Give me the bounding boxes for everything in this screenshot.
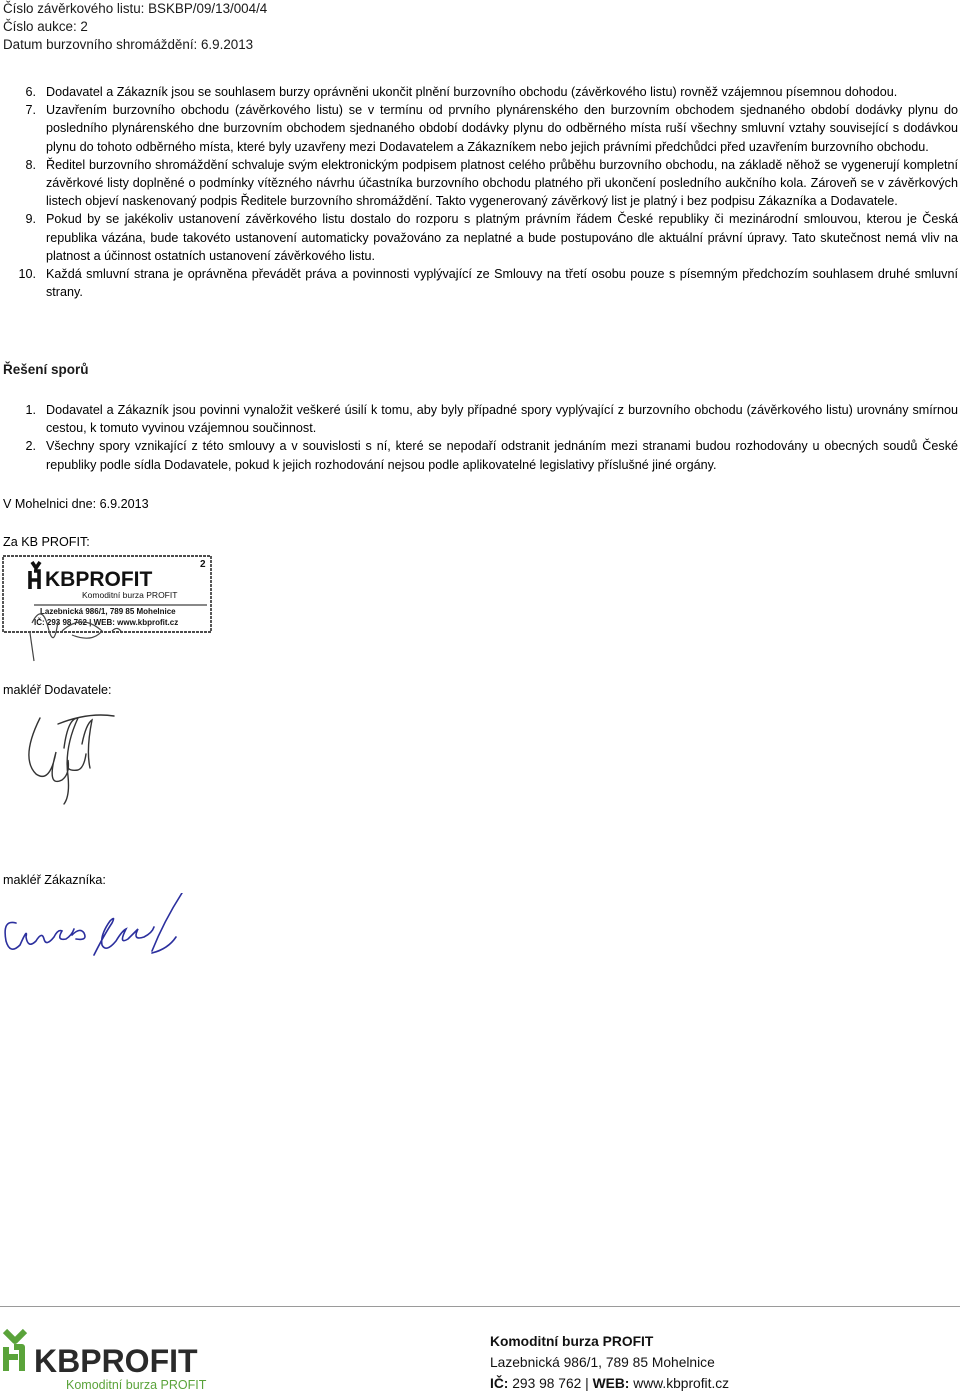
item-number: 6. bbox=[25, 85, 36, 99]
list-item bbox=[0, 437, 958, 473]
list-item bbox=[0, 156, 958, 211]
footer-logo-subtitle: Komoditní burza PROFIT bbox=[66, 1378, 207, 1392]
footer-ic-value: 293 98 762 bbox=[512, 1376, 582, 1391]
footer-separator: | bbox=[585, 1376, 589, 1391]
document-header bbox=[3, 0, 267, 54]
list-item bbox=[0, 210, 958, 265]
item-text: Uzavřením burzovního obchodu (závěrkového listu) se v termínu od prvního plynárenského den burzovním obchodem sjednaného období dodávky plynu do posledního plynárenského dne burzovním obchodem sjednaného období dodávky plynu do odběrného místa ruší všechny smluvní vztahy související s dodávkou plynu do tohoto odběrného místa, které byly uzavřeny mezi Dodavatelem a Zákazníkem nebo jejich právními předchůdci před uzavřením burzovního obchodu. bbox=[46, 103, 958, 154]
header-session-date: Datum burzovního shromáždění: 6.9.2013 bbox=[3, 37, 254, 52]
list-item bbox=[0, 83, 958, 101]
item-number: 9. bbox=[25, 212, 36, 227]
item-number: 7. bbox=[25, 103, 36, 118]
list-item bbox=[0, 265, 958, 301]
kbprofit-logo-mark-icon bbox=[5, 1331, 25, 1371]
item-text: Dodavatel a Zákazník jsou povinni vynaložit veškeré úsilí k tomu, aby byly případné spory vyplývající z burzovního obchodu (závěrkového listu) urovnány smírnou cestou, k tomuto vyvinou vzájemnou součinnost. bbox=[46, 403, 958, 436]
footer-divider bbox=[0, 1306, 960, 1307]
item-number: 1. bbox=[25, 403, 36, 417]
stamp-subtitle: Komoditní burza PROFIT bbox=[82, 590, 178, 600]
footer-logo bbox=[0, 1325, 225, 1393]
item-number: 2. bbox=[25, 439, 36, 454]
item-text: Každá smluvní strana je oprávněna převádět práva a povinnosti vyplývající ze Smlouvy na třetí osobu pouze s písemným předchozím souhlasem druhé smluvní strany. bbox=[46, 267, 958, 300]
item-number: 10. bbox=[18, 267, 36, 282]
stamp-number: 2 bbox=[200, 559, 206, 570]
footer-ic-label: IČ: bbox=[490, 1376, 509, 1391]
section-heading-disputes: Řešení sporů bbox=[3, 362, 89, 377]
list-item bbox=[0, 401, 958, 437]
customer-signature bbox=[2, 893, 202, 973]
footer-web-label: WEB: bbox=[592, 1376, 630, 1391]
item-text: Všechny spory vznikající z této smlouvy a v souvislosti s ní, které se nepodaří odstranit jednáním mezi stranami budou rozhodovány u obecných soudů České republiky podle sídla Dodavatele, pokud k jejich rozhodování nejsou podle aplikovatelné legislativy příslušné jiné orgány. bbox=[46, 439, 958, 472]
stamp-address: Lazebnická 986/1, 789 85 Mohelnice bbox=[40, 607, 176, 616]
footer-web-link[interactable]: www.kbprofit.cz bbox=[633, 1376, 730, 1391]
item-text: Pokud by se jakékoliv ustanovení závěrkového listu dostalo do rozporu s platným právním řádem České republiky či mezinárodní smlouvou, kterou je Česká republika vázána, bude takovéto ustanovení automaticky považováno za neplatné a bude postupováno dle aktuální právní úpravy. Tato skutečnost nemá vliv na platnost a účinnost ostatních ustanovení závěrkového listu. bbox=[46, 212, 958, 263]
item-text: Ředitel burzovního shromáždění schvaluje svým elektronickým podpisem platnost celého průběhu burzovního obchodu, na základě něhož se vygenerují kompletní závěrkové listy doplněné o podmínky vítězného návrhu účastníka burzovního obchodu platného při ukončení posledního aukčního kola. Zároveň se v závěrkových listech objeví naskenovaný podpis Ředitele burzovního shromáždění. Takto vygenerovaný závěrkový list je platný i bez podpisu Zákazníka a Dodavatele. bbox=[46, 157, 958, 209]
list-item bbox=[0, 101, 958, 156]
footer-ids bbox=[490, 1373, 729, 1394]
item-number: 8. bbox=[25, 157, 36, 172]
footer-contact bbox=[490, 1331, 729, 1394]
header-contract-number: Číslo závěrkového listu: BSKBP/09/13/004/4 bbox=[3, 1, 268, 16]
footer-address: Lazebnická 986/1, 789 85 Mohelnice bbox=[490, 1355, 715, 1370]
signatory-kbprofit-label: Za KB PROFIT: bbox=[3, 535, 90, 549]
supplier-signature bbox=[28, 708, 138, 808]
terms-list bbox=[0, 83, 958, 301]
place-and-date: V Mohelnici dne: 6.9.2013 bbox=[3, 497, 149, 511]
broker-supplier-label: makléř Dodavatele: bbox=[3, 683, 112, 697]
stamp-contact: IČ: 293 98 762 | WEB: www.kbprofit.cz bbox=[34, 618, 179, 627]
stamp-logo-text: KBPROFIT bbox=[45, 568, 153, 591]
company-stamp bbox=[2, 553, 214, 663]
disputes-list bbox=[0, 401, 958, 474]
item-text: Dodavatel a Zákazník jsou se souhlasem burzy oprávněni ukončit plnění burzovního obchodu (závěrkového listu) rovněž vzájemnou písemnou dohodou. bbox=[46, 85, 898, 99]
header-auction-number: Číslo aukce: 2 bbox=[3, 19, 88, 34]
footer-logo-text: KBPROFIT bbox=[34, 1343, 198, 1379]
footer-company-name: Komoditní burza PROFIT bbox=[490, 1334, 654, 1349]
broker-customer-label: makléř Zákazníka: bbox=[3, 873, 106, 887]
